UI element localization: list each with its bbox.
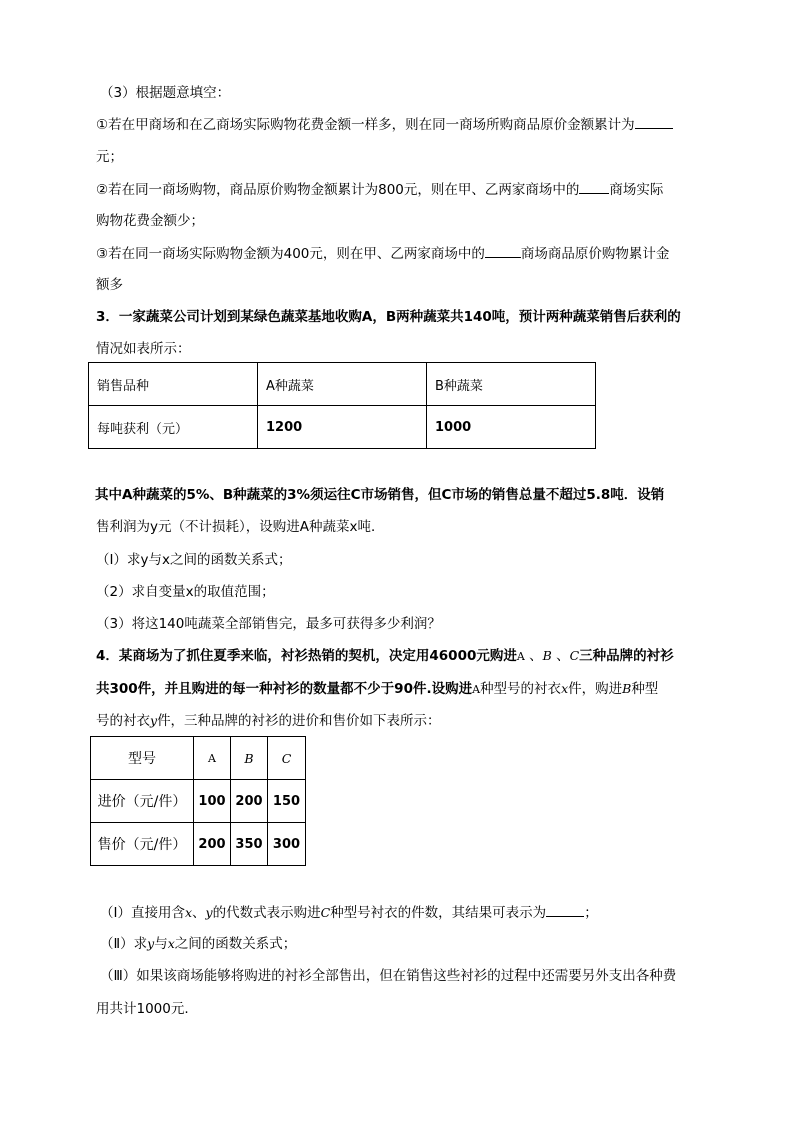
table-cell: 300 [268, 823, 306, 866]
table-cell: 1200 [258, 406, 427, 449]
table-row [91, 823, 306, 866]
problem3-intro-line1: 3．一家蔬菜公司计划到某绿色蔬菜基地收购A，B两种蔬菜共140吨，预计两种蔬菜销售后获利的 [96, 309, 681, 325]
table-cell: 型号 [91, 737, 194, 780]
table-cell: 350 [231, 823, 268, 866]
section3-heading: （3）根据题意填空： [100, 85, 231, 101]
problem3-condition-line1: 其中A种蔬菜的5%、B种蔬菜的3%须运往C市场销售，但C市场的销售总量不超过5.8吨．设销 [95, 487, 665, 503]
answer-blank [579, 180, 609, 194]
table-row [89, 406, 596, 449]
table-cell: 150 [268, 780, 306, 823]
table-cell: 售价（元/件） [91, 823, 194, 866]
problem4-question-iii-line2: 用共计1000元. [96, 1001, 189, 1017]
table-cell: 销售品种 [89, 363, 258, 406]
table-cell: 1000 [427, 406, 596, 449]
table-cell: B种蔬菜 [427, 363, 596, 406]
problem4-line1: 4．某商场为了抓住夏季来临，衬衫热销的契机，决定用46000元购进A 、B 、C三种品牌的衬衫 [96, 648, 674, 664]
answer-blank [546, 903, 584, 917]
table-row [91, 780, 306, 823]
table-cell: A种蔬菜 [258, 363, 427, 406]
problem4-question-i: （Ⅰ）直接用含x、y的代数式表示购进C种型号衬衣的件数，其结果可表示为 ； [100, 905, 598, 921]
problem4-question-ii: （Ⅱ）求y与x之间的函数关系式； [100, 936, 297, 952]
problem3-question1: （Ⅰ）求y与x之间的函数关系式； [96, 552, 292, 568]
section3-item1-line2: 元； [96, 149, 123, 165]
problem4-line3: 号的衬衣y件，三种品牌的衬衫的进价和售价如下表所示： [96, 713, 441, 729]
problem4-question-iii-line1: （Ⅲ）如果该商场能够将购进的衬衫全部售出，但在销售这些衬衫的过程中还需要另外支出各种费 [100, 968, 677, 984]
vegetable-profit-table [88, 362, 596, 449]
table-cell: 200 [231, 780, 268, 823]
table-cell: 每吨获利（元） [89, 406, 258, 449]
problem3-intro-line2: 情况如表所示： [96, 341, 191, 357]
table-cell: 100 [194, 780, 231, 823]
shirt-price-table [90, 736, 306, 866]
section3-item3-line2: 额多 [96, 277, 123, 293]
table-row [89, 363, 596, 406]
table-cell: 200 [194, 823, 231, 866]
problem4-line2: 共300件，并且购进的每一种衬衫的数量都不少于90件.设购进A种型号的衬衣x件，购进B种型 [96, 681, 659, 697]
answer-blank [485, 244, 521, 258]
problem3-question3: （3）将这140吨蔬菜全部销售完，最多可获得多少利润？ [96, 616, 441, 632]
answer-blank [635, 115, 673, 129]
problem3-question2: （2）求自变量x的取值范围； [96, 584, 275, 600]
table-row [91, 737, 306, 780]
table-cell: B [231, 737, 268, 780]
section3-item3-line1: ③若在同一商场实际购物金额为400元，则在甲、乙两家商场中的 商场商品原价购物累计金 [96, 246, 670, 262]
section3-item2-line1: ②若在同一商场购物，商品原价购物金额累计为800元，则在甲、乙两家商场中的 商场实际 [96, 182, 664, 198]
section3-item1-line1: ①若在甲商场和在乙商场实际购物花费金额一样多，则在同一商场所购商品原价金额累计为 [96, 115, 673, 134]
table-cell: C [268, 737, 306, 780]
section3-item2-line2: 购物花费金额少； [96, 213, 204, 229]
table-cell: 进价（元/件） [91, 780, 194, 823]
problem3-condition-line2: 售利润为y元（不计损耗），设购进A种蔬菜x吨． [96, 519, 385, 535]
table-cell: A [194, 737, 231, 780]
